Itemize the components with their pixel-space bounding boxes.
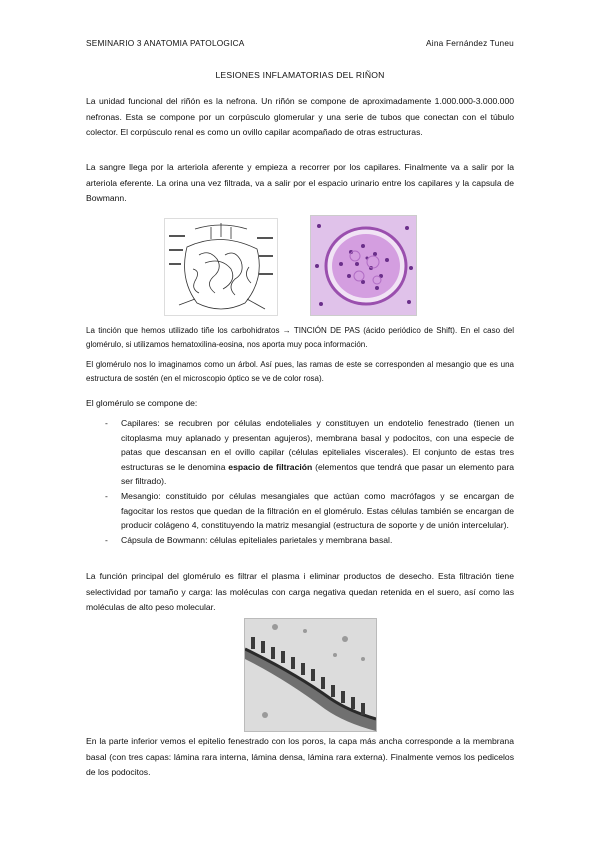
pas-stain-micrograph-image — [310, 215, 417, 316]
list-item-mesangio — [86, 489, 514, 533]
paragraph-nefrona: La unidad funcional del riñón es la nefrona. Un riñón se compone de aproximadamente 1.000.000-3.000.000 nefronas. Esta se compone por un corpúsculo glomerular y una serie de tubos que conectan con el túbulo colector. El corpúsculo renal es como un ovillo capilar acompañado de otras estructuras. — [86, 96, 514, 138]
paragraph-glomerulo-intro: El glomérulo se compone de: — [86, 398, 198, 408]
paragraph-em-description: En la parte inferior vemos el epitelio fenestrado con los poros, la capa más ancha corresponde a la membrana basal (con tres capas: lámina rara interna, lámina densa, lámina rara externa). Finalmente vemos los pedicelos de los podocitos. — [86, 736, 514, 778]
list-item-capsula — [86, 533, 514, 548]
list-item-capilares — [86, 416, 514, 489]
paragraph-filtration-function: La función principal del glomérulo es filtrar el plasma i eliminar productos de desecho. Esta filtración tiene selectividad por tamaño y carga: las moléculas con carga negativa quedan retenida en el suero, así como las moléculas de alto peso molecular. — [86, 571, 514, 613]
paragraph-mesangio-tree: El glomérulo nos lo imaginamos como un árbol. Así pues, las ramas de este se corresponden al mesangio que es una estructura de sostén (en el microscopio óptico se ve de color rosa). — [86, 360, 514, 383]
electron-micrograph-image — [244, 618, 377, 732]
list-item-bold-term: espacio de filtración — [228, 461, 313, 472]
glomerulo-components-list — [86, 416, 514, 547]
list-bullet: - — [105, 534, 108, 545]
list-item-text: Mesangio: constituido por células mesangiales que actúan como macrófagos y se encargan de fagocitar los restos que quedan de la filtración en el glomérulo. Estas células también se encargan de producir colágeno 4, constituyendo la matriz mesangial (estructura de soporte y de unión intercelular). — [121, 490, 514, 531]
list-item-text: Capilares: se recubren por células endoteliales y constituyen un endotelio fenestrado (tienen un citoplasma muy aplanado y presentan agujeros), membrana basal y podocitos, con una especie de patas que descansan en el ovillo capilar (células epiteliales viscerales). El conjunto de estas tres estructuras se le denomina — [121, 418, 514, 472]
list-item-text: (elementos que tendrá que pasar un elemento para ser filtrado). — [121, 461, 514, 487]
glomerulus-drawing-image — [164, 218, 278, 316]
document-title: LESIONES INFLAMATORIAS DEL RIÑON — [215, 70, 385, 80]
header-course: SEMINARIO 3 ANATOMIA PATOLOGICA — [86, 38, 245, 48]
header-author: Aina Fernández Tuneu — [426, 38, 514, 48]
paragraph-circulation: La sangre llega por la arteriola aferente y empieza a recorrer por los capilares. Finalmente va a salir por la arteriola eferente. La orina una vez filtrada, va a salir por el espacio urinario entre los capilares y la capsula de Bowmann. — [86, 162, 514, 204]
paragraph-pas-stain: La tinción que hemos utilizado tiñe los carbohidratos → TINCIÓN DE PAS (ácido periódico de Shift). En el caso del glomérulo, si utilizamos hematoxilina-eosina, nos aporta muy poca información. — [86, 326, 514, 349]
page-header — [86, 38, 514, 52]
list-bullet: - — [105, 490, 108, 501]
list-item-text: Cápsula de Bowmann: células epiteliales parietales y membrana basal. — [121, 534, 393, 545]
list-bullet: - — [105, 418, 108, 428]
